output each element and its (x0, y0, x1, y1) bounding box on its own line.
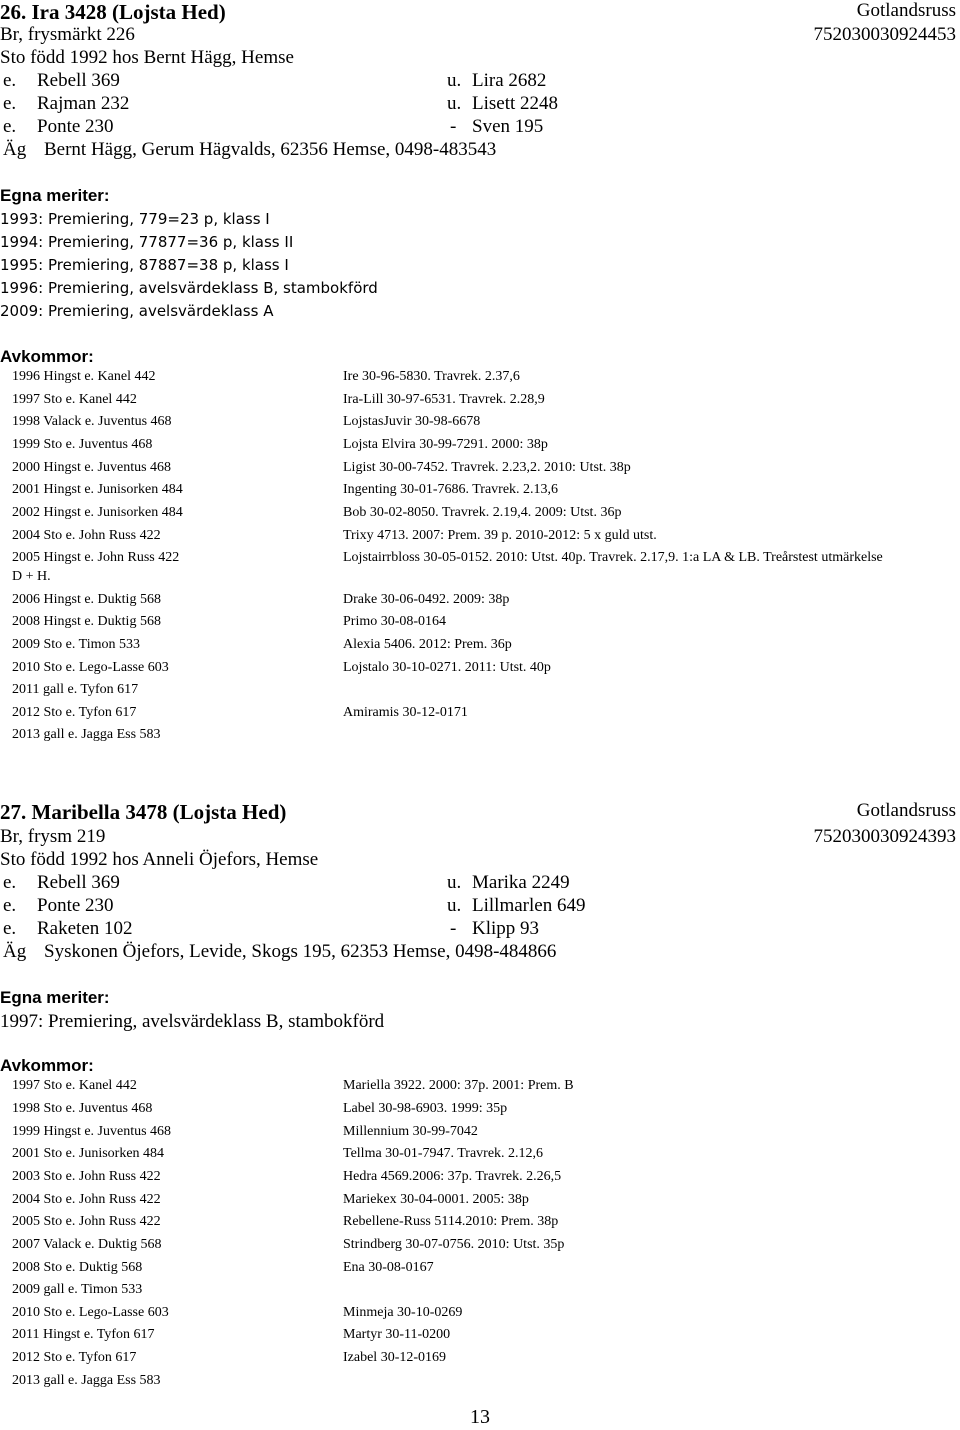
offspring-details: Minmeja 30-10-0269 (343, 1305, 463, 1320)
offspring-birth: 1998 Sto e. Juventus 468 (12, 1101, 153, 1116)
merits-heading: Egna meriter: (0, 988, 110, 1007)
offspring-birth: 2004 Sto e. John Russ 422 (12, 1192, 161, 1207)
entry-number: 26. (0, 0, 27, 24)
merits-heading: Egna meriter: (0, 186, 110, 205)
birth-line: Sto född 1992 hos Bernt Hägg, Hemse (0, 47, 294, 68)
pedigree-sire: Rebell 369 (37, 70, 120, 91)
offspring-birth: 2009 Sto e. Timon 533 (12, 637, 140, 652)
owner-prefix: Äg (3, 941, 27, 962)
offspring-birth: 1999 Hingst e. Juventus 468 (12, 1124, 172, 1139)
offspring-heading: Avkommor: (0, 1056, 94, 1075)
offspring-details: Ire 30-96-5830. Travrek. 2.37,6 (343, 369, 520, 384)
pedigree-dam: Marika 2249 (472, 872, 570, 893)
offspring-details: Mariella 3922. 2000: 37p. 2001: Prem. B (343, 1078, 574, 1093)
pedigree-prefix: - (450, 918, 457, 939)
offspring-details: Bob 30-02-8050. Travrek. 2.19,4. 2009: Utst. 36p (343, 505, 622, 520)
pedigree-prefix: u. (447, 872, 462, 893)
pedigree-dam: Lisett 2248 (472, 93, 559, 114)
offspring-birth: 2010 Sto e. Lego-Lasse 603 (12, 1305, 169, 1320)
offspring-birth: 2009 gall e. Timon 533 (12, 1282, 143, 1297)
offspring-details: Mariekex 30-04-0001. 2005: 38p (343, 1192, 529, 1207)
merit-line: 1997: Premiering, avelsvärdeklass B, stambokförd (0, 1011, 385, 1032)
offspring-birth: 2012 Sto e. Tyfon 617 (12, 1350, 137, 1365)
offspring-details: Amiramis 30-12-0171 (343, 705, 468, 720)
pedigree-sire: Ponte 230 (37, 895, 114, 916)
offspring-details: Martyr 30-11-0200 (343, 1327, 451, 1342)
marking-row (0, 826, 960, 848)
offspring-birth: 2008 Hingst e. Duktig 568 (12, 614, 161, 629)
owner-text: Bernt Hägg, Gerum Hägvalds, 62356 Hemse, 0498-483543 (44, 139, 497, 160)
offspring-details: Lojstalo 30-10-0271. 2011: Utst. 40p (343, 660, 551, 675)
offspring-details: Hedra 4569.2006: 37p. Travrek. 2.26,5 (343, 1169, 562, 1184)
pedigree-prefix: e. (3, 918, 17, 939)
pedigree-prefix: u. (447, 70, 462, 91)
offspring-birth: 2012 Sto e. Tyfon 617 (12, 705, 137, 720)
offspring-birth: 2007 Valack e. Duktig 568 (12, 1237, 162, 1252)
offspring-birth: 2004 Sto e. John Russ 422 (12, 528, 161, 543)
pedigree-sire: Rajman 232 (37, 93, 130, 114)
offspring-birth: 2006 Hingst e. Duktig 568 (12, 592, 161, 607)
breed-label: Gotlandsruss (856, 800, 956, 821)
pedigree-dam: Lira 2682 (472, 70, 547, 91)
offspring-details: Ena 30-08-0167 (343, 1260, 434, 1275)
offspring-birth: 2010 Sto e. Lego-Lasse 603 (12, 660, 169, 675)
breed-label: Gotlandsruss (856, 0, 956, 21)
offspring-details: Millennium 30-99-7042 (343, 1124, 478, 1139)
merit-line: 1994: Premiering, 77877=36 p, klass II (0, 233, 294, 251)
offspring-birth: 2002 Hingst e. Junisorken 484 (12, 505, 183, 520)
merit-line: 1993: Premiering, 779=23 p, klass I (0, 210, 270, 228)
page-number: 13 (470, 1406, 490, 1428)
offspring-details: Izabel 30-12-0169 (343, 1350, 447, 1365)
entry-title-row (0, 0, 960, 25)
offspring-details: Lojstairrbloss 30-05-0152. 2010: Utst. 40p. Travrek. 2.17,9. 1:a LA & LB. Treårstest utmärkelse (343, 550, 883, 565)
offspring-birth: 2013 gall e. Jagga Ess 583 (12, 727, 161, 742)
offspring-birth: 2005 Sto e. John Russ 422 (12, 1214, 161, 1229)
offspring-details: Label 30-98-6903. 1999: 35p (343, 1101, 508, 1116)
entry-number: 27. (0, 800, 27, 824)
pedigree-prefix: e. (3, 116, 17, 137)
offspring-details: Rebellene-Russ 5114.2010: Prem. 38p (343, 1214, 559, 1229)
offspring-birth: 2011 Hingst e. Tyfon 617 (12, 1327, 155, 1342)
offspring-birth: 2005 Hingst e. John Russ 422 (12, 550, 180, 565)
birth-line: Sto född 1992 hos Anneli Öjefors, Hemse (0, 849, 319, 870)
merit-line: 1995: Premiering, 87887=38 p, klass I (0, 256, 289, 274)
pedigree-sire: Rebell 369 (37, 872, 120, 893)
offspring-birth: 1996 Hingst e. Kanel 442 (12, 369, 156, 384)
pedigree-sire: Ponte 230 (37, 116, 114, 137)
offspring-details: Lojsta Elvira 30-99-7291. 2000: 38p (343, 437, 548, 452)
pedigree-prefix: e. (3, 872, 17, 893)
owner-text: Syskonen Öjefors, Levide, Skogs 195, 62353 Hemse, 0498-484866 (44, 941, 557, 962)
merit-line: 2009: Premiering, avelsvärdeklass A (0, 302, 274, 320)
offspring-birth: 1997 Sto e. Kanel 442 (12, 392, 137, 407)
offspring-details: Alexia 5406. 2012: Prem. 36p (343, 637, 512, 652)
merit-line: 1996: Premiering, avelsvärdeklass B, stambokförd (0, 279, 378, 297)
pedigree-dam: Lillmarlen 649 (472, 895, 586, 916)
offspring-heading: Avkommor: (0, 347, 94, 366)
offspring-details: Trixy 4713. 2007: Prem. 39 p. 2010-2012: 5 x guld utst. (343, 528, 657, 543)
marking-text: Br, frysm 219 (0, 826, 106, 847)
offspring-birth: 2000 Hingst e. Juventus 468 (12, 460, 172, 475)
offspring-birth: 1998 Valack e. Juventus 468 (12, 414, 172, 429)
pedigree-prefix: e. (3, 93, 17, 114)
offspring-birth: 2001 Hingst e. Junisorken 484 (12, 482, 183, 497)
pedigree-prefix: u. (447, 93, 462, 114)
offspring-details: Ira-Lill 30-97-6531. Travrek. 2.28,9 (343, 392, 545, 407)
pedigree-sire: Raketen 102 (37, 918, 133, 939)
pedigree-dam: Klipp 93 (472, 918, 540, 939)
offspring-details: Tellma 30-01-7947. Travrek. 2.12,6 (343, 1146, 544, 1161)
offspring-details: Ligist 30-00-7452. Travrek. 2.23,2. 2010: Utst. 38p (343, 460, 631, 475)
pedigree-prefix: e. (3, 70, 17, 91)
offspring-birth: 2011 gall e. Tyfon 617 (12, 682, 139, 697)
chip-number: 752030030924393 (813, 826, 956, 847)
offspring-birth: 2013 gall e. Jagga Ess 583 (12, 1373, 161, 1388)
chip-number: 752030030924453 (813, 24, 956, 45)
entry-title-row (0, 800, 960, 825)
offspring-birth: 2003 Sto e. John Russ 422 (12, 1169, 161, 1184)
pedigree-prefix: e. (3, 895, 17, 916)
marking-row (0, 24, 960, 46)
offspring-details-continued: D + H. (12, 569, 51, 584)
offspring-details: Primo 30-08-0164 (343, 614, 447, 629)
owner-prefix: Äg (3, 139, 27, 160)
pedigree-prefix: - (450, 116, 457, 137)
offspring-details: Strindberg 30-07-0756. 2010: Utst. 35p (343, 1237, 565, 1252)
horse-name: Ira 3428 (Lojsta Hed) (31, 0, 226, 24)
pedigree-dam: Sven 195 (472, 116, 544, 137)
offspring-birth: 2008 Sto e. Duktig 568 (12, 1260, 143, 1275)
marking-text: Br, frysmärkt 226 (0, 24, 135, 45)
offspring-details: LojstasJuvir 30-98-6678 (343, 414, 481, 429)
horse-name: Maribella 3478 (Lojsta Hed) (31, 800, 287, 824)
offspring-birth: 1997 Sto e. Kanel 442 (12, 1078, 137, 1093)
offspring-birth: 2001 Sto e. Junisorken 484 (12, 1146, 165, 1161)
offspring-details: Drake 30-06-0492. 2009: 38p (343, 592, 510, 607)
offspring-details: Ingenting 30-01-7686. Travrek. 2.13,6 (343, 482, 559, 497)
offspring-birth: 1999 Sto e. Juventus 468 (12, 437, 153, 452)
pedigree-prefix: u. (447, 895, 462, 916)
